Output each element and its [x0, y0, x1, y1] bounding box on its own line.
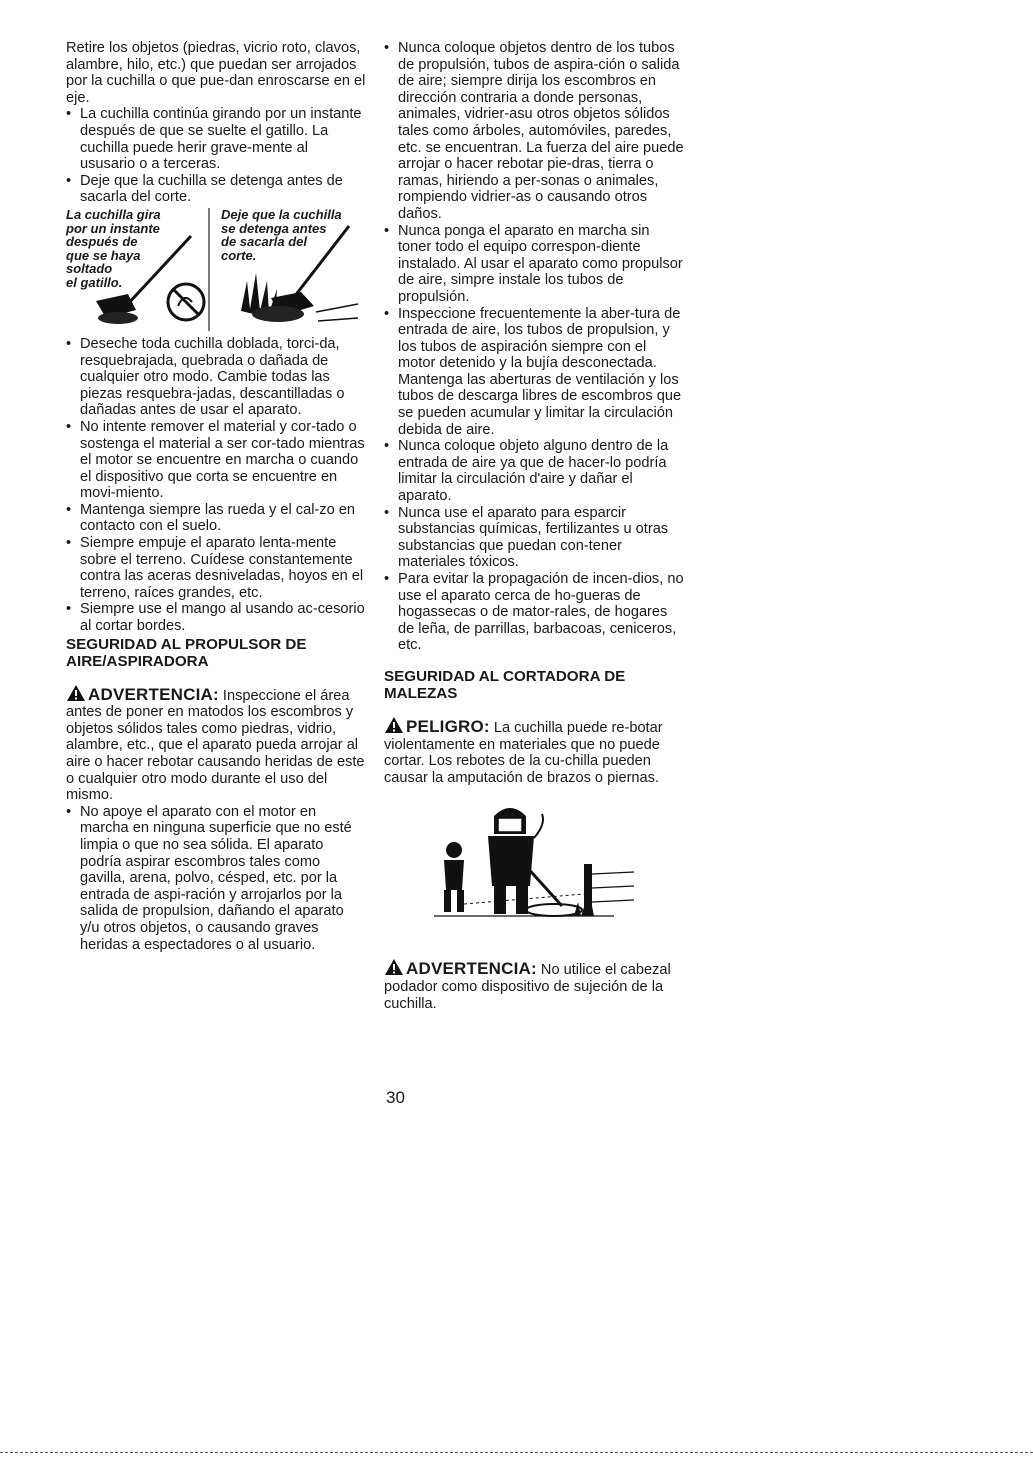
list-item: • Nunca ponga el aparato en marcha sin toner todo el equipo correspon-diente instalado. Al usar el aparato como propulsor de aire, simpre instale los tubos de propulsión. [384, 223, 684, 306]
list-item: • No apoye el aparato con el motor en marcha en ninguna superficie que no esté limpia o que no sea sólida. El aparato podría aspirar escombros tales como gavilla, arena, polvo, césped, etc. por la entrada de aspi-ración y arrojarlos por la salida de propulsion, dañando el aparato y/u otros objetos, o causando graves heridas a espectadores o al usuario. [66, 804, 366, 953]
right-column [384, 40, 684, 1012]
warning-triangle-icon [384, 716, 404, 734]
warning-triangle-icon [66, 684, 86, 702]
list-item: • Deseche toda cuchilla doblada, torci-da, resquebrajada, quebrada o dañada de cualquier otro modo. Cambie todas las piezas resquebra-jadas, descantilladas o dañadas antes de usar el aparato. [66, 336, 366, 419]
list-item: • Nunca coloque objetos dentro de los tubos de propulsión, tubos de aspira-ción o salida de aire; siempre dirija los escombros en dirección contraria a donde personas, animales, vidrier-asu otros objetos sólidos tales como árboles, automóviles, paredes, etc. se encuentran. La fuerza del aire puede arrojar o hacer rebotar pie-dras, tierra o ramas, hiriendo a per-sonas o animales, rompiendo vidrier-as o causando otros daños. [384, 40, 684, 223]
danger-label: PELIGRO: [406, 716, 490, 736]
caption-let-blade-stop: Deje que la cuchilla se detenga antes de sacarla del corte. [221, 206, 342, 263]
warning-block [384, 958, 684, 1012]
list-item: • La cuchilla continúa girando por un instante después de que se suelte el gatillo. La cuchilla puede herir grave-mente al ususario o a terceras. [66, 106, 366, 172]
trimmer-blade-drawing [66, 206, 366, 336]
warning-block [66, 684, 366, 804]
list-item: • Para evitar la propagación de incen-dios, no use el aparato cerca de ho-gueras de hogassecas o de mator-rales, de hogares de leña, de parrillas, barbacoas, ceniceros, etc. [384, 571, 684, 654]
bullet-list-2 [66, 336, 366, 635]
list-item: • Nunca coloque objeto alguno dentro de la entrada de aire ya que de hacer-lo podría limitar la circulación d'aire y dañar el aparato. [384, 438, 684, 504]
danger-block [384, 716, 684, 786]
intro-paragraph: Retire los objetos (piedras, vicrio roto, clavos, alambre, hilo, etc.) que puedan ser arrojados por la cuchilla o que pue-dan enroscarse en el eje. [66, 40, 366, 106]
list-item: • Siempre use el mango al usando ac-cesorio al cortar bordes. [66, 601, 366, 634]
list-item: • Mantenga siempre las rueda y el cal-zo en contacto con el suelo. [66, 502, 366, 535]
page-number: 30 [386, 1088, 405, 1107]
section-title-blower: SEGURIDAD AL PROPULSOR DE AIRE/ASPIRADORA [66, 635, 307, 670]
warning-label: ADVERTENCIA: [88, 684, 219, 704]
bullet-list-3 [66, 804, 366, 953]
warning-text: No utilice el cabezal podador como dispositivo de sujeción de la cuchilla. [384, 962, 671, 1012]
bystander-illustration [384, 794, 684, 944]
left-column [66, 40, 366, 953]
warning-text: Inspeccione el área antes de poner en matodos los escombros y objetos sólidos tales como piedras, vidrio, alambre, etc., que el aparato pueda arrojar al aire o hacer rebotar causando heridas de este o cualquier otro modo durante el uso del mismo. [66, 687, 365, 804]
section-title-brushcutter: SEGURIDAD AL CORTADORA DE MALEZAS [384, 667, 626, 702]
caption-blade-keeps-turning: La cuchilla gira por un instante después de que se haya soltado el gatillo. [66, 206, 161, 290]
list-item: • No intente remover el material y cor-tado o sostenga el material a ser cor-tado mientras el motor se encuentre en marcha o cuando el dispositivo que corta se encuentre en movi-miento. [66, 419, 366, 502]
list-item: • Inspeccione frecuentemente la aber-tura de entrada de aire, los tubos de propulsion, y los tubos de aspiración siempre con el motor detenido y la bujía desconectada. Mantenga las aberturas de ventilación y los tubos de descarga libres de escombros que se pueden acumular y limitar la circulación debida de aire. [384, 306, 684, 439]
bullet-list-1 [66, 106, 366, 206]
blade-stop-illustration [66, 206, 366, 336]
danger-text: La cuchilla puede re-botar violentamente en materiales que no puede cortar. Los rebotes de la cu-chilla pueden causar la amputación de brazos o piernas. [384, 719, 663, 786]
list-item: • Nunca use el aparato para esparcir substancias químicas, fertilizantes u otras substancias que puedan con-tener materiales tóxicos. [384, 505, 684, 571]
warning-label: ADVERTENCIA: [406, 959, 537, 979]
list-item: • Siempre empuje el aparato lenta-mente sobre el terreno. Cuídese constantemente contra las aceras desniveladas, hoyos en el terreno, raíces grandes, etc. [66, 535, 366, 601]
warning-triangle-icon [384, 958, 404, 976]
bottom-rule [0, 1452, 1033, 1453]
list-item: • Deje que la cuchilla se detenga antes de sacarla del corte. [66, 173, 366, 206]
bullet-list-right [384, 40, 684, 654]
